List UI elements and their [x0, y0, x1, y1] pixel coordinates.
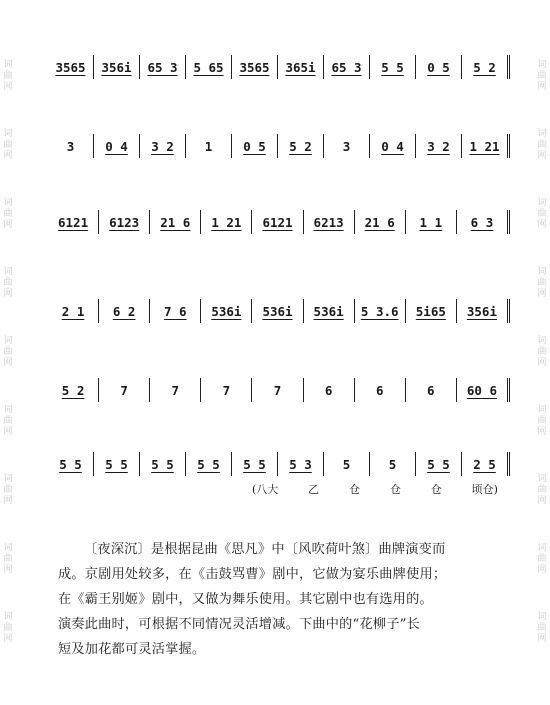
measure-notes: 536i [211, 303, 242, 319]
watermark-char: 网 [537, 634, 547, 644]
measure [201, 210, 252, 234]
watermark-char: 网 [3, 220, 13, 230]
watermark-char: 网 [537, 565, 547, 575]
measure-notes: 5 5 [59, 456, 82, 472]
measure-notes: 7 6 [163, 303, 187, 319]
watermark-char: 网 [537, 82, 547, 92]
measure-notes: 6 2 [112, 303, 136, 319]
measure [304, 210, 355, 234]
watermark-char: 网 [3, 358, 13, 368]
watermark-group [537, 474, 546, 507]
watermark-group [3, 612, 12, 645]
measure-notes: 536i [262, 303, 293, 319]
measure [94, 55, 140, 79]
measure-notes: 5 5 [105, 456, 128, 472]
measure-notes: 3565 [239, 59, 270, 75]
measure-notes: 5 5 [381, 59, 404, 75]
watermark-group [537, 60, 546, 93]
score-row [48, 375, 510, 405]
measure [416, 452, 462, 476]
measure-notes: 536i [313, 303, 344, 319]
watermark-group [3, 129, 12, 162]
measure-notes: 21 6 [364, 214, 395, 230]
measure-notes: 21 6 [160, 214, 191, 230]
measure-notes: 5 5 [151, 456, 174, 472]
measure-notes: 0 5 [243, 138, 266, 154]
measure-notes: 5 [388, 456, 397, 472]
watermark-char: 网 [537, 220, 547, 230]
watermark-right [535, 0, 549, 681]
measure [232, 134, 278, 158]
measure-notes: 7 [120, 382, 128, 398]
watermark-char: 曲 [3, 278, 13, 288]
watermark-group [537, 612, 546, 645]
score-row [48, 131, 510, 161]
watermark-char: 词 [3, 336, 13, 346]
watermark-char: 曲 [537, 347, 547, 357]
measure-notes: 6 [427, 382, 435, 398]
measure [186, 134, 232, 158]
measure-notes: 5 2 [289, 138, 312, 154]
measure [457, 299, 510, 323]
measure-notes: 2 5 [473, 456, 496, 472]
watermark-char: 曲 [3, 140, 13, 150]
measure [462, 55, 510, 79]
watermark-char: 网 [537, 151, 547, 161]
watermark-char: 网 [537, 496, 547, 506]
measure [416, 134, 462, 158]
paragraph-line: 演奏此曲时，可根据不同情况灵活增减。下曲中的“花柳子”长 [58, 617, 420, 632]
measure-notes: 356i [466, 303, 497, 319]
measure-notes: 6121 [262, 214, 293, 230]
watermark-char: 网 [3, 289, 13, 299]
watermark-group [3, 60, 12, 93]
measure [304, 299, 355, 323]
measure [406, 378, 457, 402]
measure-notes: 5 2 [61, 382, 85, 398]
watermark-char: 曲 [537, 485, 547, 495]
measure-notes: 6121 [58, 214, 89, 230]
watermark-group [3, 336, 12, 369]
watermark-char: 曲 [3, 347, 13, 357]
measure-notes: 3565 [55, 59, 86, 75]
measure-notes: 6123 [109, 214, 140, 230]
measure [355, 299, 406, 323]
watermark-char: 词 [537, 198, 547, 208]
watermark-char: 词 [3, 198, 13, 208]
percussion-line [248, 478, 502, 500]
watermark-char: 词 [3, 267, 13, 277]
measure [140, 452, 186, 476]
measure [252, 210, 303, 234]
watermark-char: 曲 [537, 623, 547, 633]
measure [48, 134, 94, 158]
measure [140, 55, 186, 79]
watermark-group [537, 405, 546, 438]
watermark-char: 网 [3, 427, 13, 437]
watermark-group [537, 336, 546, 369]
watermark-char: 网 [537, 289, 547, 299]
paragraph-line: 成。京剧用处较多，在《击鼓骂曹》剧中，它做为宴乐曲牌使用； [58, 567, 447, 582]
measure [94, 134, 140, 158]
watermark-char: 词 [3, 474, 13, 484]
percussion-syllable: 顷仓) [471, 483, 498, 496]
watermark-char: 网 [3, 82, 13, 92]
measure [232, 55, 278, 79]
watermark-char: 词 [3, 612, 13, 622]
measure [324, 134, 370, 158]
watermark-group [537, 198, 546, 231]
watermark-char: 曲 [537, 140, 547, 150]
measure [370, 134, 416, 158]
measure [99, 210, 150, 234]
watermark-char: 词 [3, 129, 13, 139]
watermark-char: 曲 [3, 485, 13, 495]
watermark-group [3, 474, 12, 507]
measure [355, 210, 406, 234]
measure [278, 55, 324, 79]
measure [278, 452, 324, 476]
measure [370, 452, 416, 476]
percussion-syllable: 乙 [308, 483, 320, 496]
measure [324, 55, 370, 79]
measure [150, 210, 201, 234]
description-text [58, 537, 510, 662]
measure-notes: 7 [171, 382, 180, 398]
measure-notes: 5 65 [193, 59, 224, 75]
measure [99, 299, 150, 323]
measure [186, 452, 232, 476]
measure [48, 299, 99, 323]
measure [150, 378, 201, 402]
measure [304, 378, 355, 402]
measure-notes: 5 2 [473, 59, 496, 75]
measure-notes: 0 4 [105, 138, 128, 154]
measure [406, 299, 457, 323]
paragraph-line: 在《霸王别姬》剧中，又做为舞乐使用。其它剧中也有选用的。 [58, 592, 433, 607]
measure [252, 378, 303, 402]
watermark-char: 网 [537, 358, 547, 368]
measure [201, 378, 252, 402]
watermark-char: 曲 [3, 554, 13, 564]
watermark-char: 曲 [537, 209, 547, 219]
measure-notes: 6 [375, 382, 384, 398]
measure [278, 134, 324, 158]
measure [406, 210, 457, 234]
watermark-group [537, 267, 546, 300]
watermark-group [3, 405, 12, 438]
measure [48, 378, 99, 402]
measure-notes: 2 1 [61, 303, 85, 319]
measure-notes: 6213 [313, 214, 344, 230]
measure-notes: 356i [101, 59, 132, 75]
watermark-char: 曲 [537, 554, 547, 564]
measure-notes: 0 4 [381, 138, 404, 154]
watermark-left [1, 0, 15, 681]
measure-notes: 365i [285, 59, 316, 75]
measure-notes: 65 3 [331, 59, 362, 75]
measure-notes: 1 [204, 138, 213, 154]
measure-notes: 3 [66, 138, 75, 154]
measure-notes: 65 3 [147, 59, 178, 75]
score-row [48, 52, 510, 82]
percussion-syllable: 仓 [430, 483, 442, 496]
watermark-char: 曲 [537, 416, 547, 426]
measure [355, 378, 406, 402]
score-row [48, 207, 510, 237]
watermark-char: 曲 [3, 71, 13, 81]
measure-notes: 5i65 [415, 303, 446, 319]
watermark-char: 词 [3, 543, 13, 553]
measure-notes: 6 3 [470, 214, 494, 230]
measure [457, 378, 510, 402]
measure [186, 55, 232, 79]
watermark-char: 词 [537, 129, 547, 139]
watermark-group [537, 129, 546, 162]
paragraph-line: 〔夜深沉〕是根据昆曲《思凡》中〔风吹荷叶煞〕曲牌演变而 [84, 542, 446, 557]
watermark-char: 词 [537, 543, 547, 553]
score-row [48, 449, 510, 479]
measure-notes: 5 5 [197, 456, 220, 472]
watermark-char: 词 [537, 405, 547, 415]
watermark-char: 词 [537, 612, 547, 622]
measure-notes: 1 21 [469, 138, 500, 154]
measure [232, 452, 278, 476]
watermark-char: 网 [537, 427, 547, 437]
measure [462, 134, 510, 158]
watermark-char: 曲 [3, 209, 13, 219]
measure-notes: 6 [324, 382, 333, 398]
watermark-char: 网 [3, 151, 13, 161]
measure-notes: 0 5 [427, 59, 450, 75]
percussion-syllable: 仓 [349, 483, 361, 496]
watermark-char: 曲 [3, 623, 13, 633]
watermark-char: 词 [537, 60, 547, 70]
watermark-char: 词 [3, 405, 13, 415]
measure [252, 299, 303, 323]
measure [48, 452, 94, 476]
watermark-group [3, 198, 12, 231]
measure-notes: 5 3 [289, 456, 312, 472]
watermark-group [3, 543, 12, 576]
measure [324, 452, 370, 476]
measure-notes: 5 5 [427, 456, 450, 472]
measure-notes: 3 2 [427, 138, 450, 154]
watermark-char: 网 [3, 565, 13, 575]
watermark-char: 网 [3, 634, 13, 644]
watermark-char: 词 [537, 267, 547, 277]
watermark-group [3, 267, 12, 300]
score-row [48, 296, 510, 326]
measure-notes: 7 [222, 382, 231, 398]
watermark-char: 网 [3, 496, 13, 506]
measure-notes: 5 3.6 [360, 303, 399, 319]
watermark-char: 词 [3, 60, 13, 70]
measure-notes: 1 21 [211, 214, 242, 230]
percussion-syllable: (八大 [252, 483, 279, 496]
measure [94, 452, 140, 476]
measure [457, 210, 510, 234]
paragraph-line: 短及加花都可灵活掌握。 [58, 642, 206, 657]
measure [416, 55, 462, 79]
measure-notes: 60 6 [466, 382, 497, 398]
measure [462, 452, 510, 476]
measure [150, 299, 201, 323]
watermark-char: 词 [537, 474, 547, 484]
measure [48, 55, 94, 79]
watermark-char: 词 [537, 336, 547, 346]
measure-notes: 3 [342, 138, 351, 154]
measure-notes: 1 1 [419, 214, 443, 230]
measure-notes: 5 5 [243, 456, 266, 472]
percussion-syllable: 仓 [389, 483, 401, 496]
watermark-char: 曲 [537, 71, 547, 81]
measure [99, 378, 150, 402]
measure-notes: 3 2 [151, 138, 174, 154]
measure [48, 210, 99, 234]
measure [370, 55, 416, 79]
watermark-char: 曲 [3, 416, 13, 426]
measure-notes: 7 [273, 382, 282, 398]
measure [201, 299, 252, 323]
watermark-group [537, 543, 546, 576]
measure [140, 134, 186, 158]
watermark-char: 曲 [537, 278, 547, 288]
measure-notes: 5 [342, 456, 351, 472]
